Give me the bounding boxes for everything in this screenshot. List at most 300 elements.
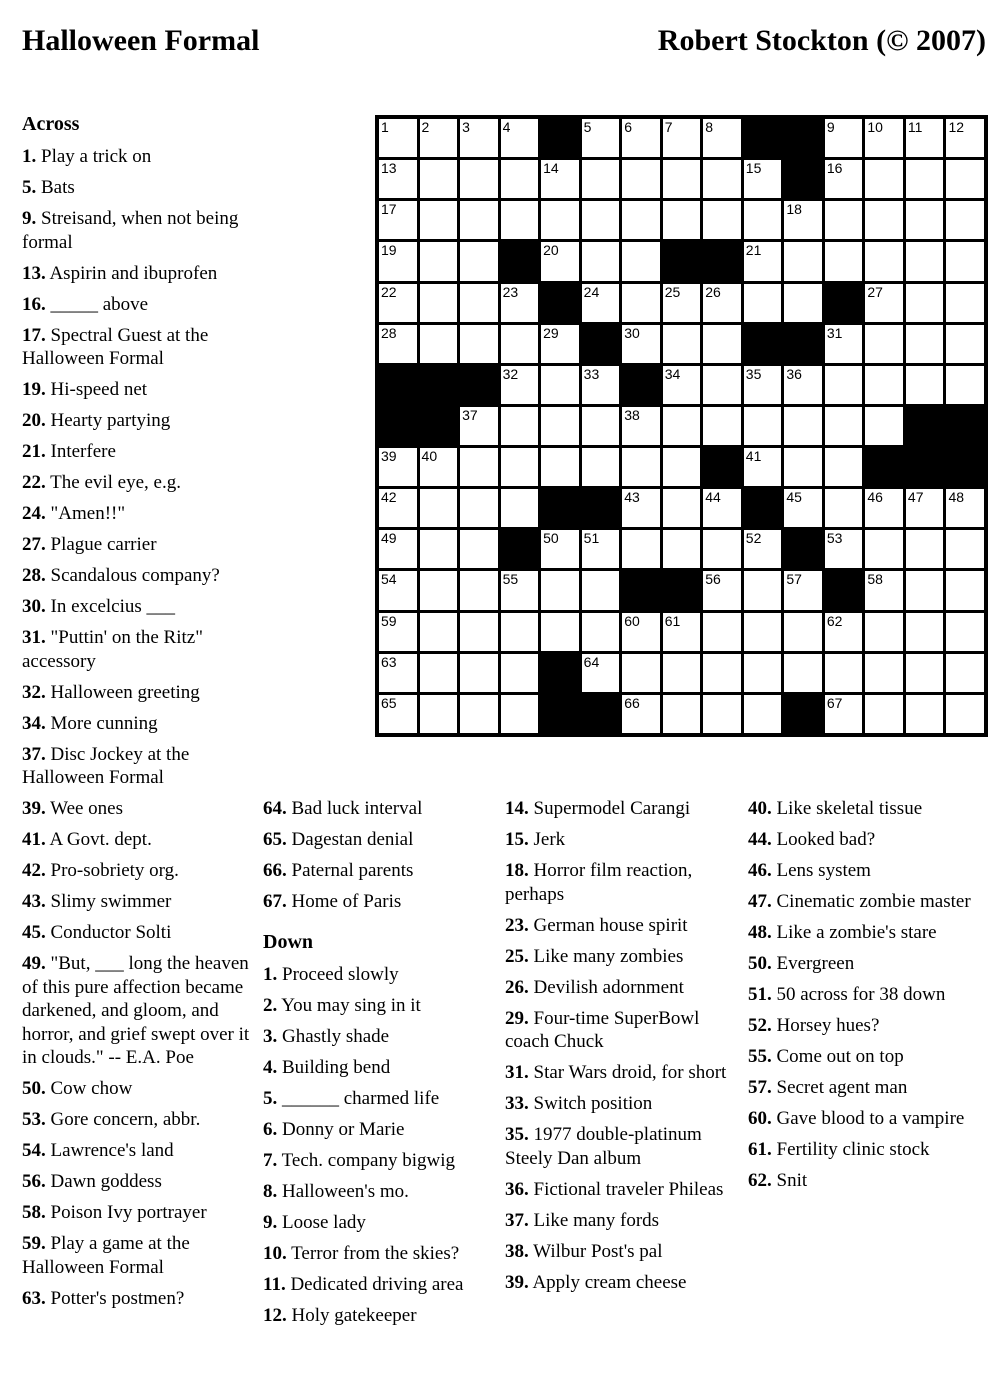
clue-item bbox=[263, 994, 498, 1018]
grid-cell[interactable] bbox=[501, 407, 539, 445]
grid-cell[interactable] bbox=[906, 284, 944, 322]
clue-number: 36. bbox=[505, 1178, 529, 1200]
grid-cell[interactable] bbox=[541, 242, 579, 280]
clue-number: 62. bbox=[748, 1170, 772, 1191]
grid-cell[interactable] bbox=[744, 571, 782, 609]
grid-cell[interactable] bbox=[906, 160, 944, 198]
clue-item bbox=[22, 207, 252, 254]
clue-item bbox=[748, 828, 996, 852]
clue-text: Dawn goddess bbox=[45, 1171, 162, 1192]
grid-cell[interactable] bbox=[825, 695, 863, 733]
grid-cell[interactable] bbox=[865, 489, 903, 527]
grid-cell[interactable] bbox=[582, 201, 620, 239]
grid-cell[interactable] bbox=[460, 201, 498, 239]
grid-cell[interactable] bbox=[420, 160, 458, 198]
clue-item bbox=[263, 1180, 498, 1204]
grid-cell[interactable] bbox=[744, 407, 782, 445]
clue-item bbox=[22, 409, 252, 433]
grid-cell[interactable] bbox=[703, 119, 741, 157]
grid-cell[interactable] bbox=[541, 571, 579, 609]
clue-text: Snit bbox=[771, 1170, 808, 1191]
grid-cell[interactable] bbox=[784, 284, 822, 322]
grid-cell[interactable] bbox=[703, 571, 741, 609]
cell-number: 16 bbox=[826, 160, 843, 177]
grid-cell[interactable] bbox=[622, 695, 660, 733]
grid-cell[interactable] bbox=[501, 613, 539, 651]
clues-column-2 bbox=[263, 797, 498, 1335]
cell-number: 23 bbox=[502, 283, 519, 300]
grid-cell[interactable] bbox=[379, 284, 417, 322]
grid-cell[interactable] bbox=[582, 530, 620, 568]
grid-black-cell bbox=[420, 366, 458, 404]
grid-black-cell bbox=[784, 695, 822, 733]
grid-cell[interactable] bbox=[420, 448, 458, 486]
grid-cell[interactable] bbox=[946, 201, 984, 239]
grid-cell[interactable] bbox=[663, 201, 701, 239]
grid-cell[interactable] bbox=[501, 489, 539, 527]
grid-cell[interactable] bbox=[703, 654, 741, 692]
grid-cell[interactable] bbox=[663, 489, 701, 527]
clue-number: 37. bbox=[22, 743, 46, 765]
clue-item bbox=[22, 176, 252, 200]
grid-cell[interactable] bbox=[460, 448, 498, 486]
grid-cell[interactable] bbox=[825, 407, 863, 445]
grid-cell[interactable] bbox=[744, 242, 782, 280]
grid-cell[interactable] bbox=[501, 654, 539, 692]
grid-cell[interactable] bbox=[420, 571, 458, 609]
grid-cell[interactable] bbox=[784, 448, 822, 486]
cell-number: 3 bbox=[462, 119, 470, 135]
clue-text: Gave blood to a vampire bbox=[771, 1108, 965, 1129]
grid-cell[interactable] bbox=[744, 695, 782, 733]
grid-cell[interactable] bbox=[703, 489, 741, 527]
grid-cell[interactable] bbox=[865, 325, 903, 363]
clue-text: Play a game at the Halloween Formal bbox=[22, 1233, 190, 1278]
clue-number: 40. bbox=[748, 798, 772, 819]
grid-cell[interactable] bbox=[420, 695, 458, 733]
grid-cell[interactable] bbox=[946, 119, 984, 157]
cell-number: 65 bbox=[381, 694, 397, 711]
cell-number: 29 bbox=[543, 324, 559, 341]
grid-cell[interactable] bbox=[582, 448, 620, 486]
grid-cell[interactable] bbox=[906, 695, 944, 733]
grid-cell[interactable] bbox=[460, 530, 498, 568]
grid-cell[interactable] bbox=[379, 530, 417, 568]
grid-cell[interactable] bbox=[622, 448, 660, 486]
clue-number: 14. bbox=[505, 798, 529, 819]
grid-cell[interactable] bbox=[622, 654, 660, 692]
grid-cell[interactable] bbox=[784, 407, 822, 445]
grid-black-cell bbox=[865, 448, 903, 486]
clue-text: Pro-sobriety org. bbox=[45, 860, 179, 881]
grid-cell[interactable] bbox=[541, 530, 579, 568]
clue-number: 53. bbox=[22, 1109, 46, 1130]
grid-cell[interactable] bbox=[501, 160, 539, 198]
grid-cell[interactable] bbox=[865, 571, 903, 609]
grid-cell[interactable] bbox=[703, 613, 741, 651]
grid-cell[interactable] bbox=[825, 489, 863, 527]
clue-item bbox=[22, 533, 252, 557]
grid-cell[interactable] bbox=[784, 613, 822, 651]
grid-cell[interactable] bbox=[541, 201, 579, 239]
grid-cell[interactable] bbox=[906, 530, 944, 568]
grid-cell[interactable] bbox=[744, 160, 782, 198]
grid-cell[interactable] bbox=[501, 201, 539, 239]
grid-cell[interactable] bbox=[420, 325, 458, 363]
grid-cell[interactable] bbox=[501, 571, 539, 609]
grid-cell[interactable] bbox=[420, 284, 458, 322]
grid-cell[interactable] bbox=[379, 489, 417, 527]
grid-cell[interactable] bbox=[784, 366, 822, 404]
grid-cell[interactable] bbox=[946, 325, 984, 363]
clue-number: 18. bbox=[505, 860, 529, 881]
grid-cell[interactable] bbox=[379, 695, 417, 733]
clue-number: 31. bbox=[505, 1062, 529, 1083]
grid-cell[interactable] bbox=[663, 613, 701, 651]
grid-cell[interactable] bbox=[460, 160, 498, 198]
clue-text: Horsey hues? bbox=[771, 1015, 880, 1036]
grid-cell[interactable] bbox=[582, 284, 620, 322]
cell-number: 20 bbox=[543, 242, 559, 259]
clue-item bbox=[748, 859, 996, 883]
clue-number: 46. bbox=[748, 860, 772, 881]
clue-item bbox=[263, 1211, 498, 1235]
clue-text: Aspirin and ibuprofen bbox=[45, 262, 218, 284]
grid-cell[interactable] bbox=[703, 325, 741, 363]
grid-cell[interactable] bbox=[865, 654, 903, 692]
grid-black-cell bbox=[906, 407, 944, 445]
grid-cell[interactable] bbox=[865, 160, 903, 198]
grid-cell[interactable] bbox=[744, 613, 782, 651]
cell-number: 36 bbox=[786, 365, 802, 382]
clue-item bbox=[22, 440, 252, 464]
grid-cell[interactable] bbox=[946, 530, 984, 568]
clue-item bbox=[263, 1087, 498, 1111]
grid-cell[interactable] bbox=[582, 160, 620, 198]
grid-cell[interactable] bbox=[541, 160, 579, 198]
grid-black-cell bbox=[663, 571, 701, 609]
clue-text: Streisand, when not being formal bbox=[22, 208, 239, 253]
grid-cell[interactable] bbox=[825, 530, 863, 568]
grid-cell[interactable] bbox=[744, 448, 782, 486]
grid-cell[interactable] bbox=[541, 325, 579, 363]
grid-cell[interactable] bbox=[663, 119, 701, 157]
grid-black-cell bbox=[582, 695, 620, 733]
grid-cell[interactable] bbox=[825, 242, 863, 280]
clue-text: Jerk bbox=[528, 829, 566, 850]
clue-number: 19. bbox=[22, 379, 46, 400]
grid-black-cell bbox=[825, 571, 863, 609]
grid-black-cell bbox=[663, 242, 701, 280]
grid-cell[interactable] bbox=[663, 407, 701, 445]
grid-cell[interactable] bbox=[906, 119, 944, 157]
clue-number: 39. bbox=[505, 1271, 529, 1293]
grid-cell[interactable] bbox=[663, 448, 701, 486]
across-clues-list-continued bbox=[263, 797, 498, 914]
grid-cell[interactable] bbox=[946, 366, 984, 404]
grid-cell[interactable] bbox=[460, 613, 498, 651]
cell-number: 66 bbox=[624, 694, 640, 711]
clue-text: Home of Paris bbox=[286, 891, 402, 912]
clue-item bbox=[263, 859, 498, 883]
grid-cell[interactable] bbox=[460, 407, 498, 445]
grid-black-cell bbox=[379, 407, 417, 445]
grid-cell[interactable] bbox=[946, 284, 984, 322]
grid-cell[interactable] bbox=[906, 613, 944, 651]
clue-text: More cunning bbox=[45, 712, 158, 734]
grid-cell[interactable] bbox=[865, 201, 903, 239]
grid-cell[interactable] bbox=[865, 613, 903, 651]
grid-cell[interactable] bbox=[379, 160, 417, 198]
cell-number: 30 bbox=[624, 324, 640, 341]
grid-cell[interactable] bbox=[663, 695, 701, 733]
grid-cell[interactable] bbox=[825, 201, 863, 239]
clue-item bbox=[22, 324, 252, 371]
grid-cell[interactable] bbox=[622, 489, 660, 527]
grid-cell[interactable] bbox=[906, 571, 944, 609]
clue-text: ______ charmed life bbox=[277, 1087, 440, 1109]
grid-cell[interactable] bbox=[744, 654, 782, 692]
grid-cell[interactable] bbox=[582, 119, 620, 157]
grid-cell[interactable] bbox=[541, 448, 579, 486]
clue-item bbox=[22, 952, 252, 1070]
grid-cell[interactable] bbox=[541, 613, 579, 651]
grid-cell[interactable] bbox=[865, 407, 903, 445]
grid-cell[interactable] bbox=[946, 160, 984, 198]
grid-cell[interactable] bbox=[784, 489, 822, 527]
grid-cell[interactable] bbox=[825, 160, 863, 198]
clue-number: 44. bbox=[748, 829, 772, 850]
grid-cell[interactable] bbox=[420, 613, 458, 651]
clue-item bbox=[22, 1170, 252, 1194]
grid-cell[interactable] bbox=[379, 448, 417, 486]
clue-text: Like many zombies bbox=[528, 945, 684, 967]
grid-cell[interactable] bbox=[622, 119, 660, 157]
grid-cell[interactable] bbox=[460, 489, 498, 527]
grid-black-cell bbox=[784, 325, 822, 363]
grid-cell[interactable] bbox=[420, 489, 458, 527]
grid-cell[interactable] bbox=[703, 366, 741, 404]
clue-item bbox=[748, 1138, 996, 1162]
grid-cell[interactable] bbox=[865, 366, 903, 404]
clue-text: German house spirit bbox=[528, 914, 688, 936]
grid-cell[interactable] bbox=[825, 366, 863, 404]
grid-cell[interactable] bbox=[703, 284, 741, 322]
grid-cell[interactable] bbox=[865, 242, 903, 280]
grid-cell[interactable] bbox=[906, 366, 944, 404]
clue-number: 52. bbox=[748, 1015, 772, 1036]
cell-number: 15 bbox=[745, 160, 762, 177]
grid-cell[interactable] bbox=[582, 613, 620, 651]
clue-item bbox=[263, 1273, 498, 1297]
cell-number: 27 bbox=[867, 283, 883, 300]
grid-cell[interactable] bbox=[906, 654, 944, 692]
grid-cell[interactable] bbox=[379, 119, 417, 157]
grid-cell[interactable] bbox=[703, 407, 741, 445]
grid-cell[interactable] bbox=[420, 242, 458, 280]
grid-cell[interactable] bbox=[946, 242, 984, 280]
grid-cell[interactable] bbox=[784, 654, 822, 692]
down-clues-list bbox=[263, 963, 498, 1328]
grid-cell[interactable] bbox=[501, 448, 539, 486]
grid-cell[interactable] bbox=[379, 201, 417, 239]
grid-cell[interactable] bbox=[541, 366, 579, 404]
grid-cell[interactable] bbox=[622, 325, 660, 363]
grid-cell[interactable] bbox=[460, 242, 498, 280]
clue-item bbox=[22, 1201, 252, 1225]
grid-cell[interactable] bbox=[622, 160, 660, 198]
grid-cell[interactable] bbox=[906, 242, 944, 280]
grid-black-cell bbox=[703, 242, 741, 280]
grid-cell[interactable] bbox=[865, 695, 903, 733]
cell-number: 11 bbox=[907, 119, 923, 135]
grid-cell[interactable] bbox=[420, 654, 458, 692]
grid-cell[interactable] bbox=[784, 571, 822, 609]
grid-cell[interactable] bbox=[906, 489, 944, 527]
clue-item bbox=[505, 914, 740, 938]
clue-number: 1. bbox=[22, 146, 37, 167]
grid-cell[interactable] bbox=[501, 366, 539, 404]
grid-cell[interactable] bbox=[379, 325, 417, 363]
grid-cell[interactable] bbox=[460, 695, 498, 733]
grid-cell[interactable] bbox=[379, 654, 417, 692]
clue-item bbox=[505, 1271, 740, 1295]
clue-text: Devilish adornment bbox=[528, 976, 684, 998]
grid-cell[interactable] bbox=[663, 160, 701, 198]
clue-number: 24. bbox=[22, 503, 46, 524]
grid-cell[interactable] bbox=[501, 325, 539, 363]
cell-number: 17 bbox=[381, 201, 397, 218]
grid-cell[interactable] bbox=[582, 654, 620, 692]
grid-cell[interactable] bbox=[744, 201, 782, 239]
cell-number: 24 bbox=[583, 283, 600, 300]
grid-cell[interactable] bbox=[946, 654, 984, 692]
grid-cell[interactable] bbox=[825, 448, 863, 486]
clue-number: 7. bbox=[263, 1149, 278, 1171]
grid-cell[interactable] bbox=[906, 201, 944, 239]
grid-cell[interactable] bbox=[865, 119, 903, 157]
grid-cell[interactable] bbox=[460, 654, 498, 692]
grid-cell[interactable] bbox=[825, 654, 863, 692]
grid-cell[interactable] bbox=[946, 613, 984, 651]
clue-number: 15. bbox=[505, 829, 529, 850]
grid-cell[interactable] bbox=[501, 284, 539, 322]
grid-cell[interactable] bbox=[582, 571, 620, 609]
grid-cell[interactable] bbox=[663, 325, 701, 363]
grid-cell[interactable] bbox=[622, 242, 660, 280]
clue-item bbox=[748, 983, 996, 1007]
grid-cell[interactable] bbox=[906, 325, 944, 363]
grid-cell[interactable] bbox=[582, 407, 620, 445]
grid-cell[interactable] bbox=[825, 613, 863, 651]
grid-cell[interactable] bbox=[622, 613, 660, 651]
grid-cell[interactable] bbox=[663, 284, 701, 322]
grid-cell[interactable] bbox=[946, 489, 984, 527]
grid-cell[interactable] bbox=[460, 119, 498, 157]
grid-cell[interactable] bbox=[420, 530, 458, 568]
grid-cell[interactable] bbox=[744, 530, 782, 568]
grid-cell[interactable] bbox=[703, 530, 741, 568]
grid-cell[interactable] bbox=[663, 654, 701, 692]
cell-number: 35 bbox=[745, 365, 762, 382]
clue-text: Like skeletal tissue bbox=[771, 798, 923, 819]
cell-number: 12 bbox=[948, 119, 965, 135]
clue-text: Conductor Solti bbox=[45, 922, 172, 943]
clue-item bbox=[505, 1061, 740, 1085]
clue-item bbox=[263, 963, 498, 987]
grid-cell[interactable] bbox=[501, 119, 539, 157]
grid-cell[interactable] bbox=[379, 242, 417, 280]
grid-cell[interactable] bbox=[460, 571, 498, 609]
grid-black-cell bbox=[744, 325, 782, 363]
clue-text: The evil eye, e.g. bbox=[45, 472, 181, 493]
cell-number: 61 bbox=[664, 612, 681, 629]
grid-cell[interactable] bbox=[663, 366, 701, 404]
cell-number: 47 bbox=[907, 489, 924, 506]
grid-cell[interactable] bbox=[946, 571, 984, 609]
grid-cell[interactable] bbox=[825, 119, 863, 157]
grid-cell[interactable] bbox=[420, 201, 458, 239]
clue-item bbox=[263, 1056, 498, 1080]
grid-cell[interactable] bbox=[501, 695, 539, 733]
grid-cell[interactable] bbox=[379, 571, 417, 609]
clue-text: Poison Ivy portrayer bbox=[45, 1202, 207, 1223]
clue-item bbox=[505, 1240, 740, 1264]
grid-black-cell bbox=[784, 530, 822, 568]
grid-cell[interactable] bbox=[744, 284, 782, 322]
grid-black-cell bbox=[541, 489, 579, 527]
grid-cell[interactable] bbox=[582, 242, 620, 280]
clue-text: Potter's postmen? bbox=[45, 1287, 185, 1309]
grid-cell[interactable] bbox=[460, 284, 498, 322]
cell-number: 60 bbox=[624, 612, 640, 629]
clue-text: Holy gatekeeper bbox=[286, 1304, 417, 1326]
clue-number: 60. bbox=[748, 1108, 772, 1129]
grid-cell[interactable] bbox=[379, 613, 417, 651]
grid-cell[interactable] bbox=[865, 530, 903, 568]
grid-cell[interactable] bbox=[622, 284, 660, 322]
grid-cell[interactable] bbox=[703, 695, 741, 733]
grid-cell[interactable] bbox=[663, 530, 701, 568]
grid-cell[interactable] bbox=[703, 160, 741, 198]
grid-cell[interactable] bbox=[582, 366, 620, 404]
grid-cell[interactable] bbox=[622, 407, 660, 445]
grid-black-cell bbox=[541, 119, 579, 157]
clue-item bbox=[22, 471, 252, 495]
grid-cell[interactable] bbox=[784, 201, 822, 239]
cell-number: 4 bbox=[502, 119, 511, 135]
clue-text: Scandalous company? bbox=[45, 565, 220, 586]
grid-cell[interactable] bbox=[460, 325, 498, 363]
grid-cell[interactable] bbox=[622, 201, 660, 239]
across-heading: Across bbox=[22, 113, 80, 135]
grid-cell[interactable] bbox=[946, 695, 984, 733]
grid-cell[interactable] bbox=[865, 284, 903, 322]
clue-number: 38. bbox=[505, 1240, 529, 1262]
clue-text: Proceed slowly bbox=[277, 963, 399, 985]
clue-text: Like many fords bbox=[528, 1209, 660, 1231]
grid-black-cell bbox=[784, 119, 822, 157]
grid-cell[interactable] bbox=[703, 201, 741, 239]
clue-text: Bad luck interval bbox=[286, 798, 423, 819]
grid-cell[interactable] bbox=[541, 407, 579, 445]
grid-cell[interactable] bbox=[825, 325, 863, 363]
clue-number: 27. bbox=[22, 534, 46, 555]
grid-cell[interactable] bbox=[744, 366, 782, 404]
grid-cell[interactable] bbox=[784, 242, 822, 280]
grid-cell[interactable] bbox=[622, 530, 660, 568]
grid-cell[interactable] bbox=[420, 119, 458, 157]
